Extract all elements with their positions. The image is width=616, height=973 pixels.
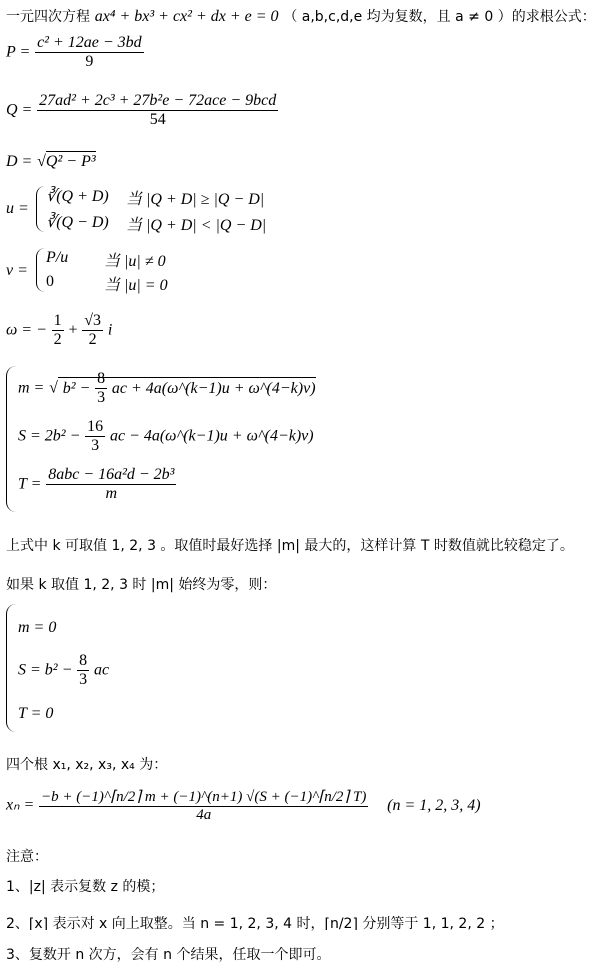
formula-P bbox=[6, 34, 144, 71]
S-post: ac − 4a(ω^(k−1)u + ω^(4−k)v) bbox=[109, 427, 314, 445]
zero-brace bbox=[6, 604, 16, 732]
m-frac-den: 3 bbox=[97, 389, 106, 406]
P-fraction bbox=[35, 34, 144, 71]
m-row bbox=[18, 370, 316, 407]
u-cond-2-text: 当 |Q + D| < |Q − D| bbox=[126, 217, 267, 234]
S-row bbox=[18, 418, 314, 455]
quartic-equation: ax⁴ + bx³ + cx² + dx + e = 0 bbox=[94, 8, 279, 25]
S-fraction bbox=[85, 418, 105, 455]
zero-S-num: 8 bbox=[79, 652, 88, 669]
formula-Q bbox=[6, 92, 278, 129]
xn-fraction bbox=[39, 787, 368, 824]
P-denominator: 9 bbox=[85, 53, 94, 70]
formula-xn bbox=[6, 787, 481, 824]
zero-T: T = 0 bbox=[18, 705, 54, 722]
zero-S-row bbox=[18, 652, 109, 689]
roots-intro: 四个根 x₁, x₂, x₃, x₄ 为： bbox=[6, 757, 168, 773]
u-case-1-expr: ∛(Q + D) bbox=[46, 188, 109, 205]
omega-frac-2 bbox=[82, 312, 103, 349]
intro-line bbox=[6, 6, 596, 26]
v-lhs: v = bbox=[6, 262, 28, 279]
zero-m-row bbox=[18, 618, 56, 637]
omega-frac-2-num: √3 bbox=[84, 312, 102, 329]
omega-frac-2-den: 2 bbox=[88, 331, 97, 348]
note-item-1: 1、|z| 表示复数 z 的模； bbox=[6, 879, 165, 895]
S-lhs: S = 2b² − bbox=[18, 427, 81, 445]
u-cond-1 bbox=[126, 186, 264, 209]
u-cond-2 bbox=[126, 212, 266, 235]
u-lhs: u = bbox=[6, 200, 29, 217]
m-radicand bbox=[58, 370, 316, 406]
v-cond-2-text: 当 |u| = 0 bbox=[104, 277, 168, 294]
xn-range: (n = 1, 2, 3, 4) bbox=[387, 796, 481, 814]
omega-i: i bbox=[107, 321, 113, 339]
xn-lhs: xₙ = bbox=[6, 796, 35, 814]
v-case-1 bbox=[46, 248, 68, 267]
zero-S-den: 3 bbox=[79, 671, 88, 688]
m-post: ac + 4a(ω^(k−1)u + ω^(4−k)v) bbox=[111, 379, 316, 397]
sqrt-icon: √ bbox=[37, 153, 46, 170]
zero-T-row bbox=[18, 704, 53, 723]
T-fraction bbox=[46, 466, 176, 503]
P-numerator: c² + 12ae − 3bd bbox=[37, 34, 142, 51]
S-frac-num: 16 bbox=[87, 418, 104, 435]
v-cond-1 bbox=[104, 248, 166, 271]
v-cond-1-text: 当 |u| ≠ 0 bbox=[104, 253, 166, 270]
note-item-2: 2、⌈x⌉ 表示对 x 向上取整。当 n = 1, 2, 3, 4 时，⌈n/2⌉ 分别等于 1, 1, 2, 2 ； bbox=[6, 916, 504, 932]
mST-brace bbox=[6, 366, 16, 512]
m-lhs: m = bbox=[18, 379, 45, 397]
u-case-2-expr: ∛(Q − D) bbox=[46, 214, 109, 231]
v-brace bbox=[36, 248, 45, 292]
Q-denominator: 54 bbox=[149, 111, 166, 128]
D-radicand: Q² − P³ bbox=[45, 153, 96, 170]
notes-title: 注意： bbox=[6, 849, 48, 865]
v-cond-2 bbox=[104, 272, 168, 295]
Q-fraction bbox=[37, 92, 278, 129]
T-row bbox=[18, 466, 176, 503]
formula-D bbox=[6, 152, 96, 171]
note-zero-case: 如果 k 取值 1, 2, 3 时 |m| 始终为零，则： bbox=[6, 577, 277, 593]
xn-numerator: −b + (−1)^⌈n/2⌉ m + (−1)^(n+1) √(S + (−1)^⌈n/2⌉ T) bbox=[41, 789, 367, 805]
v-case-1-expr: P/u bbox=[46, 249, 69, 266]
xn-denominator: 4a bbox=[196, 807, 212, 823]
S-frac-den: 3 bbox=[91, 437, 100, 454]
T-frac-den: m bbox=[105, 485, 118, 502]
m-frac-num: 8 bbox=[97, 370, 106, 387]
omega-frac-1 bbox=[52, 312, 64, 349]
u-brace bbox=[36, 186, 45, 232]
m-fraction bbox=[95, 370, 107, 407]
intro-condition: （ a,b,c,d,e 均为复数，且 a ≠ 0 ）的求根公式： bbox=[283, 9, 596, 25]
m-pre: b² − bbox=[62, 379, 91, 397]
omega-lhs: ω = − bbox=[6, 321, 47, 339]
zero-S-fraction bbox=[77, 652, 89, 689]
sqrt-icon: √ bbox=[49, 379, 58, 397]
zero-S-lhs: S = b² − bbox=[18, 661, 73, 679]
zero-S-post: ac bbox=[93, 661, 110, 679]
T-lhs: T = bbox=[18, 475, 42, 493]
T-frac-num: 8abc − 16a²d − 2b³ bbox=[48, 466, 175, 483]
u-case-2 bbox=[46, 212, 109, 232]
omega-plus: + bbox=[68, 321, 78, 339]
note-item-3: 3、复数开 n 次方，会有 n 个结果，任取一个即可。 bbox=[6, 947, 331, 963]
Q-lhs: Q = bbox=[6, 101, 33, 119]
intro-prefix: 一元四次方程 bbox=[6, 9, 90, 25]
v-case-2 bbox=[46, 272, 54, 291]
u-case-1 bbox=[46, 186, 109, 206]
zero-m: m = 0 bbox=[18, 619, 57, 636]
omega-frac-1-num: 1 bbox=[53, 312, 62, 329]
P-lhs: P = bbox=[6, 43, 31, 61]
note-k-choice: 上式中 k 可取值 1, 2, 3 。取值时最好选择 |m| 最大的，这样计算 T 时数值就比较稳定了。 bbox=[6, 538, 574, 554]
u-cond-1-text: 当 |Q + D| ≥ |Q − D| bbox=[126, 191, 265, 208]
v-case-2-expr: 0 bbox=[46, 273, 54, 290]
D-lhs: D = bbox=[6, 153, 33, 170]
omega-frac-1-den: 2 bbox=[53, 331, 62, 348]
Q-numerator: 27ad² + 2c³ + 27b²e − 72ace − 9bcd bbox=[39, 92, 277, 109]
formula-omega bbox=[6, 312, 112, 349]
